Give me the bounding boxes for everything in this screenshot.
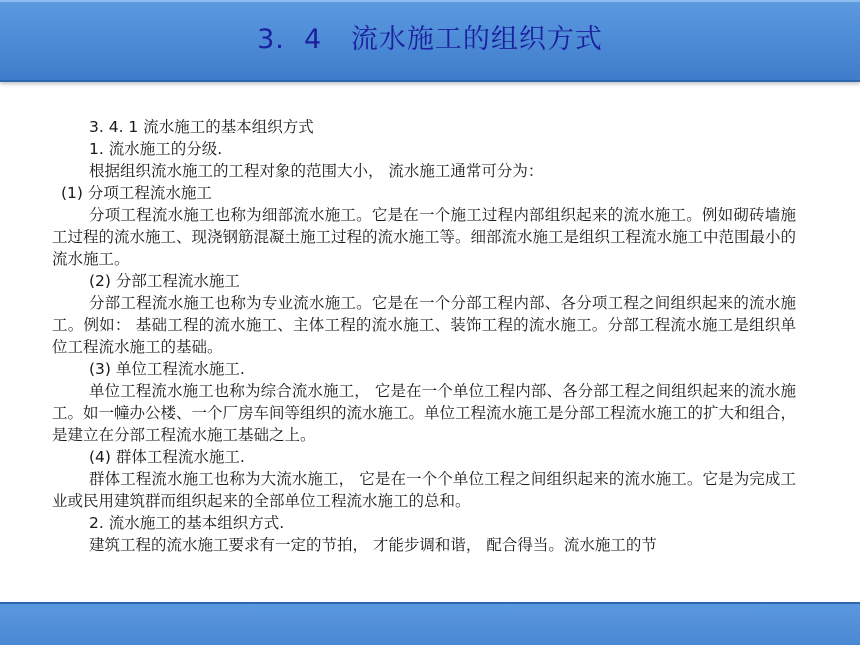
item-4-body: 群体工程流水施工也称为大流水施工， 它是在一个个单位工程之间组织起来的流水施工。它是为完成工业或民用建筑群而组织起来的全部单位工程流水施工的总和。 <box>52 470 796 510</box>
header-band <box>0 0 860 82</box>
item-1-title: (1) 分项工程流水施工 <box>61 184 212 202</box>
section-heading: 3. 4. 1 流水施工的基本组织方式 <box>89 118 314 136</box>
item-3-body: 单位工程流水施工也称为综合流水施工， 它是在一个单位工程内部、各分部工程之间组织起来的流水施工。如一幢办公楼、一个厂房车间等组织的流水施工。单位工程流水施工是分部工程流水施工的扩大和组合， 是建立在分部工程流水施工基础之上。 <box>52 382 797 444</box>
footer-band <box>0 602 860 645</box>
slide-title: 3. 4 流水施工的组织方式 <box>257 24 603 55</box>
intro-paragraph: 根据组织流水施工的工程对象的范围大小， 流水施工通常可分为： <box>89 162 544 180</box>
item-3-title: (3) 单位工程流水施工. <box>89 360 245 378</box>
item-2-title: (2) 分部工程流水施工 <box>89 272 240 290</box>
item-1-body: 分项工程流水施工也称为细部流水施工。它是在一个施工过程内部组织起来的流水施工。例如砌砖墙施工过程的流水施工、现浇钢筋混凝土施工过程的流水施工等。细部流水施工是组织工程流水施工中范围最小的流水施工。 <box>52 206 797 268</box>
item-4-title: (4) 群体工程流水施工. <box>89 448 245 466</box>
point-1-heading: 1. 流水施工的分级. <box>89 140 223 158</box>
point-2-heading: 2. 流水施工的基本组织方式. <box>89 514 285 532</box>
item-2-body: 分部工程流水施工也称为专业流水施工。它是在一个分部工程内部、各分项工程之间组织起来的流水施工。例如： 基础工程的流水施工、主体工程的流水施工、装饰工程的流水施工。分部工程流水施工是组织单位工程流水施工的基础。 <box>52 294 796 356</box>
point-2-body: 建筑工程的流水施工要求有一定的节拍， 才能步调和谐， 配合得当。流水施工的节 <box>89 536 657 554</box>
slide-body <box>52 116 796 556</box>
